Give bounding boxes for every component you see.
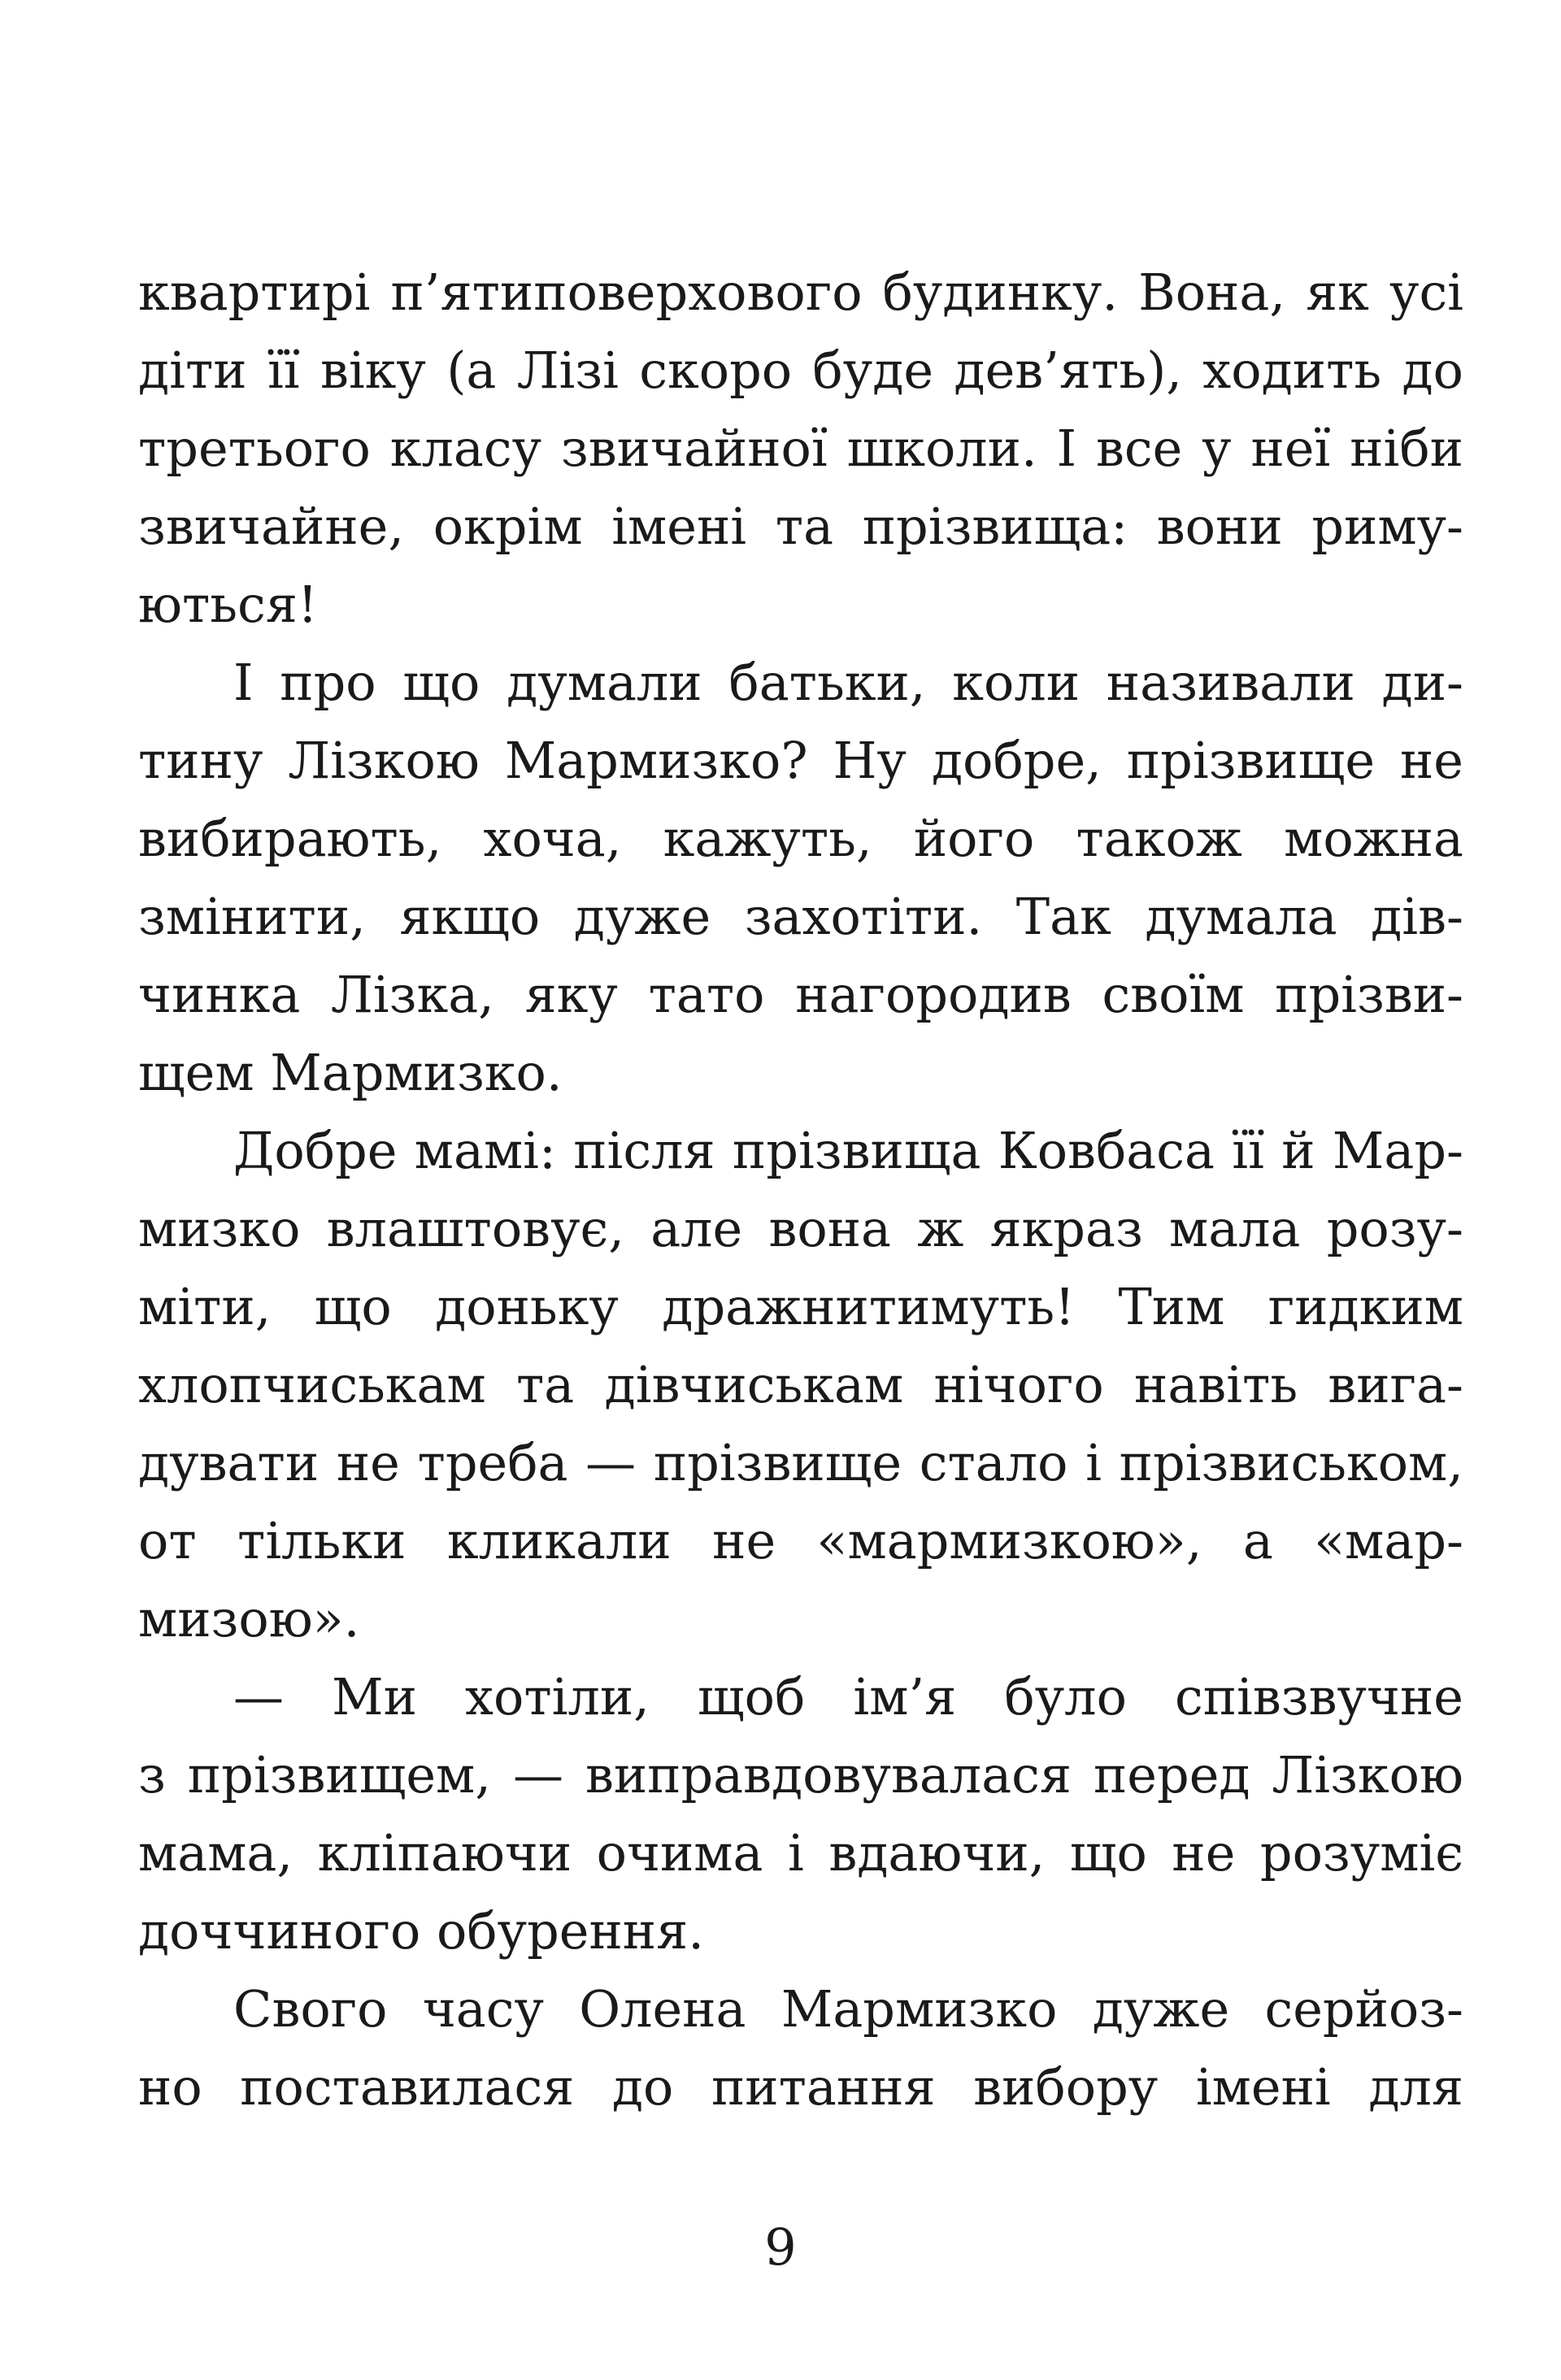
text-line: Свого часу Олена Мармизко дуже серйоз- — [233, 1979, 1463, 2039]
text-line: чинка Лізка, яку тато нагородив своїм прізви- — [138, 965, 1463, 1024]
text-line: з прізвищем, — виправдовувалася перед Лізкою — [138, 1745, 1463, 1805]
text-line: змінити, якщо дуже захотіти. Так думала дів- — [138, 887, 1463, 946]
body-text — [138, 254, 1463, 2126]
text-line: ються! — [138, 575, 318, 634]
text-line: щем Мармизко. — [138, 1043, 563, 1102]
text-line: дувати не треба — прізвище стало і прізвиськом, — [138, 1433, 1463, 1492]
text-line: мама, кліпаючи очима і вдаючи, що не розуміє — [138, 1823, 1463, 1883]
text-line: квартирі п’ятиповерхового будинку. Вона, як усі — [138, 263, 1463, 322]
text-line: — Ми хотіли, щоб ім’я було співзвучне — [233, 1667, 1463, 1726]
text-line: тину Лізкою Мармизко? Ну добре, прізвище не — [138, 731, 1463, 790]
text-line: мизко влаштовує, але вона ж якраз мала розу- — [138, 1199, 1463, 1258]
text-line: Добре мамі: після прізвища Ковбаса її й Мар- — [233, 1121, 1463, 1180]
page-number: 9 — [764, 2217, 797, 2277]
text-line: діти її віку (а Лізі скоро буде дев’ять), ходить до — [138, 341, 1463, 400]
text-line: но поставилася до питання вибору імені для — [138, 2057, 1463, 2117]
text-line: от тільки кликали не «мармизкою», а «мар- — [138, 1511, 1463, 1570]
text-line: третього класу звичайної школи. І все у неї ніби — [138, 419, 1463, 478]
text-line: міти, що доньку дражнитимуть! Тим гидким — [138, 1277, 1463, 1336]
text-line: мизою». — [138, 1589, 360, 1648]
text-line: хлопчиськам та дівчиськам нічого навіть вига- — [138, 1355, 1463, 1414]
text-line: звичайне, окрім імені та прізвища: вони риму- — [138, 497, 1463, 556]
text-line: І про що думали батьки, коли називали ди- — [233, 653, 1463, 712]
text-line: доччиного обурення. — [138, 1901, 704, 1961]
text-line: вибирають, хоча, кажуть, його також можна — [138, 809, 1463, 868]
